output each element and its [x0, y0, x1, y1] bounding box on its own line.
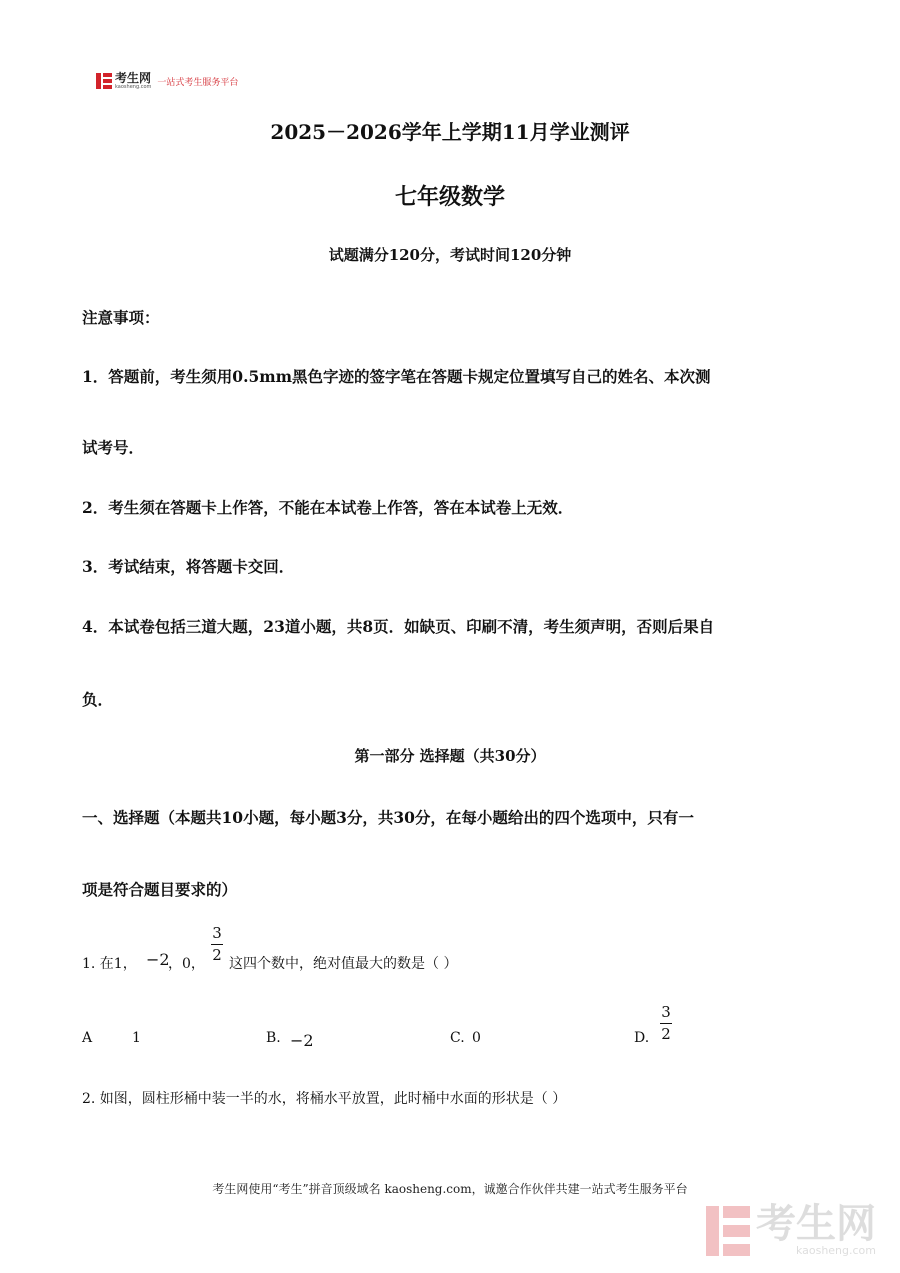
brand-url: kaosheng.com [115, 84, 152, 90]
notice-item-2: 2．考生须在答题卡上作答，不能在本试卷上作答，答在本试卷上无效． [82, 498, 574, 517]
watermark-brand-url: kaosheng.com [795, 1244, 876, 1257]
part-instruction-line-1: 一、选择题（本题共10小题，每小题3分，共30分，在每小题给出的四个选项中，只有一 [82, 808, 694, 827]
q1-option-d-bar [660, 1023, 672, 1024]
q1-option-d-fraction [656, 1004, 676, 1043]
q1-option-c-value: 0 [472, 1030, 481, 1046]
section-heading: 第一部分 选择题（共30分） [354, 747, 546, 765]
q1-option-a-value: 1 [132, 1030, 141, 1046]
q1-option-b-label: B. [266, 1030, 281, 1046]
q2-text: 2. 如图，圆柱形桶中装一半的水，将桶水平放置，此时桶中水面的形状是（ ） [82, 1091, 567, 1107]
exam-subject: 七年级数学 [394, 184, 505, 210]
notice-heading: 注意事项： [82, 308, 160, 327]
brand-name: 考生网 [115, 71, 152, 85]
q1-option-d-denominator: 2 [661, 1025, 671, 1043]
brand-slogan: 一站式考生服务平台 [157, 77, 239, 88]
q1-option-b-value: −2 [290, 1031, 314, 1050]
notice-item-1-line-2: 试考号． [82, 438, 145, 457]
q1-suffix: 这四个数中，绝对值最大的数是（ ） [229, 956, 458, 972]
q1-option-c-label: C. [450, 1030, 465, 1046]
watermark-brand-name: 考生网 [756, 1201, 876, 1247]
notice-item-4-line-1: 4．本试卷包括三道大题，23道小题，共8页．如缺页、印刷不清，考生须声明，否则后果自 [82, 617, 715, 636]
q1-mid: ，0， [168, 956, 205, 972]
page-footer: 考生网使用“考生”拼音顶级域名 kaosheng.com，诚邀合作伙伴共建一站式考生服务平台 [212, 1182, 688, 1196]
kaosheng-logo-icon [96, 73, 112, 89]
q1-prefix: 1. 在1， [82, 956, 137, 972]
part-instruction-line-2: 项是符合题目要求的） [82, 880, 238, 899]
notice-item-4-line-2: 负． [82, 690, 114, 709]
q1-option-a-label: A [82, 1030, 93, 1046]
q1-fraction-numerator: 3 [212, 924, 222, 942]
notice-item-3: 3．考试结束，将答题卡交回． [82, 557, 295, 576]
exam-title: 2025－2026学年上学期11月学业测评 [270, 120, 630, 144]
exam-info: 试题满分120分，考试时间120分钟 [328, 246, 572, 264]
q1-option-d-numerator: 3 [661, 1003, 671, 1021]
notice-item-1-line-1: 1．答题前，考生须用0.5mm黑色字迹的签字笔在答题卡规定位置填写自己的姓名、本次测 [82, 367, 711, 386]
q1-neg-two: −2 [146, 950, 170, 969]
header-logo [96, 72, 238, 90]
q1-fraction-bar [211, 944, 223, 945]
q1-option-d-label: D. [634, 1030, 650, 1046]
watermark-logo-icon [706, 1206, 750, 1256]
watermark [706, 1201, 876, 1257]
q1-fraction-denominator: 2 [212, 946, 222, 964]
q1-fraction [207, 925, 227, 964]
